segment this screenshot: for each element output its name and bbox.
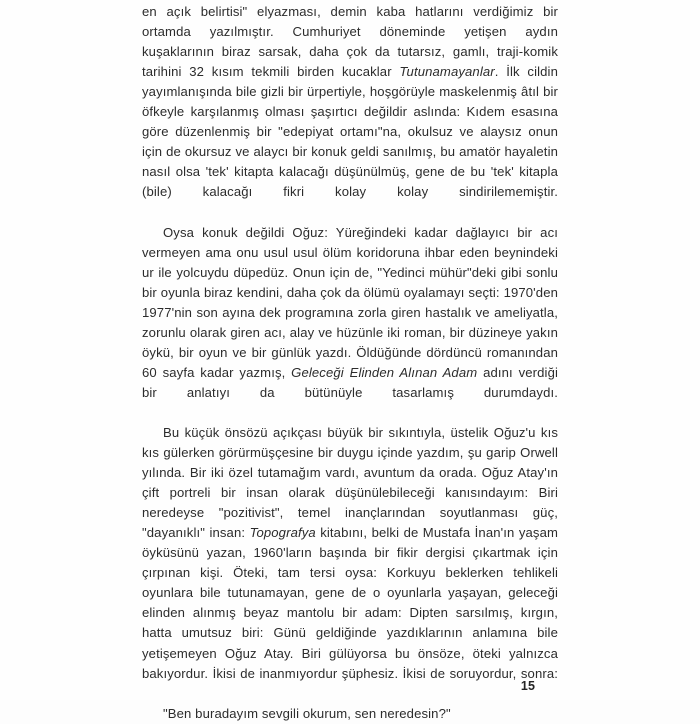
italic-title: Tutunamayanlar xyxy=(399,64,495,80)
text-run: Oysa konuk değildi Oğuz: Yüreğindeki kadar dağlayıcı bir acı vermeyen ama onu usul usul ölüm koridoruna ihbar eden beynindeki ur ile yolcuydu düpedüz. Onun için de, "Yedinci mühür"deki gibi sonlu bir oyunla biraz kendini, daha çok da ölümü oyalamayı seçti: 1970'den 1977'nin son ayına dek programına zorla giren hastalık ve ameliyatla, zorunlu olarak giren acı, alay ve hüzünle iki roman, bir düzineye yakın öykü, bir oyun ve bir günlük yazdı. Öldüğünde dördüncü romanından 60 sayfa kadar yazmış, xyxy=(142,224,558,380)
text-run: en açık belirtisi" elyazması, demin kaba hatlarını verdiğimiz bir ortamda yazılmıştır. Cumhuriyet döneminde yetişen aydın kuşaklarının biraz sarsak, daha çok da tutarsız, gamlı, traji-komik tarihini 32 kısım tekmili birden kucaklar xyxy=(142,4,558,80)
italic-title: Topografya xyxy=(249,525,316,541)
page-number-value: 15 xyxy=(520,679,536,693)
text-run: Bu küçük önsözü açıkçası büyük bir sıkıntıyla, üstelik Oğuz'u kıs kıs gülerken görürmüşçesine bir duygu içinde yazdım, şu garip Orwell yılında. Bir iki özel tutamağım vardı, avuntum da orada. Oğuz Atay'ın çift portreli bir insan olarak düşünülebileceği kanısındayım: Biri neredeyse "pozitivist", temel inançlarından soyutlanması güç, "dayanıklı" insan: xyxy=(142,424,558,541)
text-run: kitabını, belki de Mustafa İnan'ın yaşam öyküsünü yazan, 1960'ların başında bir fikir dergisi çıkartmak için çırpınan kişi. Öteki, tam tersi oysa: Korkuyu beklerken tehlikeli oyunlara bile tutunamayan, gene de o oyunlarla yaşayan, geleceği elinden alınmış beyaz mantolu bir adam: Dipten sarsılmış, kırgın, hatta umutsuz biri: Günü geldiğinde yazdıklarının anlamına bile yetişemeyen Oğuz Atay. Biri gülüyorsa bu önsöze, öteki yalnızca bakıyordur. İkisi de inanmıyordur şüphesiz. İkisi de soruyordur, sonra: xyxy=(142,525,559,681)
text-run: . İlk cildin yayımlanışında bile gizli bir ürpertiyle, hoşgörüyle maskelenmiş âtıl bir öfkeyle karşılanmış olması şaşırtıcı değildir aslında: Kıdem esasına göre düzenlenmiş bir "edepiyat ortamı"na, okulsuz ve alaysız onun için de okursuz ve alaycı bir konuk geldi sanılmış, bu amatör hayaletin nasıl olsa 'tek' kitapta kalacağı düşünülmüş, gene de bu 'tek' kitapla (bile) kalacağı fikri kolay kolay sindirilememiştir. xyxy=(142,64,558,200)
paragraph-4-quote xyxy=(142,704,558,724)
paragraph-1 xyxy=(142,2,558,223)
text-run: adını verdiği bir anlatıyı da bütünüyle tasarlamış durumdaydı. xyxy=(142,364,559,400)
paragraph-2 xyxy=(142,223,558,423)
italic-title: Geleceği Elinden Alınan Adam xyxy=(291,364,478,380)
page-body-text xyxy=(142,2,558,724)
text-run: "Ben buradayım sevgili okurum, sen neredesin?" xyxy=(163,705,451,721)
page-number xyxy=(0,679,700,693)
paragraph-3 xyxy=(142,423,558,704)
